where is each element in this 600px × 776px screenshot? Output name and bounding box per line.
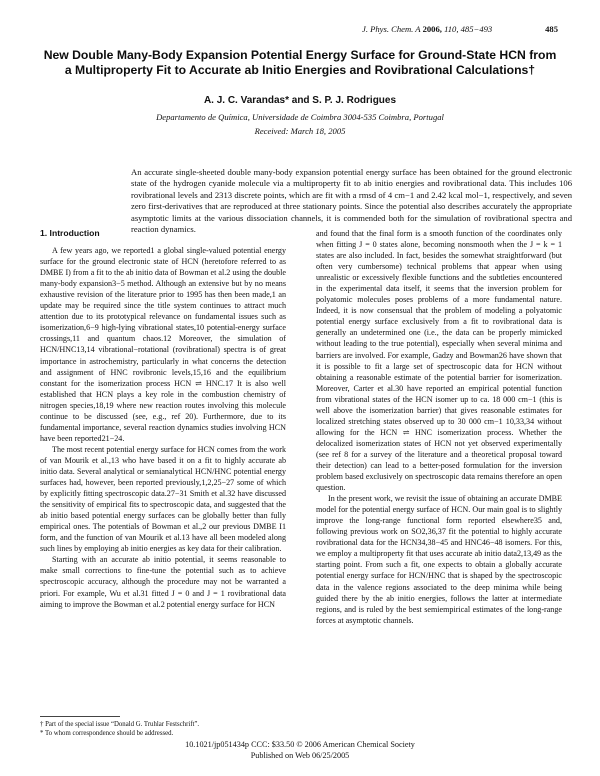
received-date: Received: March 18, 2005 <box>254 126 346 136</box>
paragraph: In the present work, we revisit the issue of obtaining an accurate DMBE model for the potential energy surface of HCN. Our main goal is to slightly improve the long-range functional form reported elsewhere35 and, following previous work on SO2,36,37 fit the potential to highly accurate rovibrational data for the HCN34,38−45 and HNC46−48 isomers. For this, we employ a multiproperty fit that uses accurate ab initio data2,13,49 as the starting point. From such a fit, one expects to obtain a globally accurate potential energy surface for HCN/HNC that is shaped by the spectroscopic data in the valence regions associated to the deep minima while being guided there by the ab initio energies, follows the latter at intermediate regions, and is ruled by the best semiempirical estimates of the long-range forces at asymptotic channels. <box>316 494 562 625</box>
footnote: * To whom correspondence should be addressed. <box>40 730 174 737</box>
affiliation: Departamento de Química, Universidade de Coimbra 3004-535 Coimbra, Portugal <box>156 112 444 122</box>
doi-line: 10.1021/jp051434p CCC: $33.50 © 2006 American Chemical Society <box>185 740 415 749</box>
section-heading: 1. Introduction <box>40 228 100 238</box>
paragraph: A few years ago, we reported1 a global single-valued potential energy surface for the ground electronic state of HCN (heretofore referred to as DMBE I) from a fit to the ab initio data of Bowman et al.2 using the double many-body expansion3−5 method. Although an extensive but by no means exhaustive revision of the literature prior to 1995 has then been made,1 an update may be required since the title system continues to attract much attention due to its prototypical relevance on fundamental issues such as isomerization,6−9 high-lying vibrational states,10 potential-energy surface crossings,11 and quantum chaos.12 Moreover, the simulation of HCN/HNC13,14 vibrational−rotational (rovibrational) spectra is of great importance in astrochemistry, particularly in what concerns the detection and assignment of HNC rovibronic levels,15,16 and the equilibrium constant for the isomerization process HCN ⇌ HNC.17 It is also well established that HCN plays a key role in the combustion chemistry of nitrogen species,18,19 where new reaction routes involving this molecule continue to be discussed (see, e.g., ref 20). Furthermore, due to its fundamental importance, several reaction dynamics studies involving HCN have been reported21−24. <box>40 246 286 443</box>
journal-year: 2006, <box>422 24 442 34</box>
page-footer <box>40 740 560 761</box>
paragraph: The most recent potential energy surface for HCN comes from the work of van Mourik et al.,13 who have based it on a fit to highly accurate ab initio data. Several analytical or semianalytical HCN/HNC potential energy surfaces had, however, been reported previously,1,2,25−27 some of which by explicitly fitting spectroscopic data.27−31 Smith et al.32 have discussed the sensitivity of empirical fits to spectroscopic data, and suggested that the ab initio based potential energy surfaces can be globally better than fully empirical ones. The potentials of Bowman et al.,2 our previous DMBE I1 form, and the function of van Mourik et al.13 have all been modeled along such lines by employing ab initio energies as key data for their calibration. <box>40 444 286 554</box>
journal-volume: 110, <box>444 24 459 34</box>
footnote-rule <box>40 716 120 717</box>
paragraph: Starting with an accurate ab initio potential, it seems reasonable to make small corrections to fine-tune the potential such as to achieve spectroscopic accuracy, although the procedure may not be warranted a priori. For example, Wu et al.31 fitted J = 0 and J = 1 rovibrational data aiming to improve the Bowman et al.2 potential energy surface for HCN <box>40 555 286 609</box>
abstract: An accurate single-sheeted double many-body expansion potential energy surface has been obtained for the ground electronic state of the hydrogen cyanide molecule via a multiproperty fit to ab initio energies and rovibrational data. This includes 106 rovibrational levels and 2313 discrete points, which are fit with a rmsd of 4 cm−1 and 2.42 kcal mol−1, respectively, and seven zero first-derivatives that are reproduced at three stationary points. Since the potential also describes accurately the appropriate asymptotic limits at the various dissociation channels, it is commended both for the simulation of rovibrational spectra and reaction dynamics. <box>131 167 572 235</box>
right-column <box>316 228 562 626</box>
footnote: † Part of the special issue “Donald G. Truhlar Festschrift”. <box>40 721 200 728</box>
left-column <box>40 228 286 610</box>
footnotes <box>40 716 286 738</box>
paper-title: New Double Many-Body Expansion Potential Energy Surface for Ground-State HCN from a Multiproperty Fit to Accurate ab Initio Energies and Rovibrational Calculations† <box>43 48 557 77</box>
journal-pages: 485−493 <box>460 24 493 34</box>
journal-name: J. Phys. Chem. A <box>362 24 421 34</box>
paper-authors: A. J. C. Varandas* and S. P. J. Rodrigues <box>203 95 397 106</box>
journal-header <box>362 24 492 34</box>
paragraph: and found that the final form is a smooth function of the coordinates only when fitting J = 0 states alone, becoming nonsmooth when the J = k = 1 states are also included. In fact, besides the somewhat straightforward (but often very cumbersome) technical problems that appear when using unrealistic or excessively flexible functions and the subtleties encountered in the experimental data itself, it seems that the inversion problem for polyatomic molecules poses problems of a more fundamental nature. Indeed, it is now consensual that the problem of modeling a polyatomic potential energy surface exclusively from a fit to rovibrational data is generally an undetermined one (i.e., the data can be properly mimicked without leading to the true potential), especially when several minima and barriers are involved. For example, Gadzy and Bowman26 have shown that it is possible to fit a large set of spectroscopic data for HCN without obtaining a reasonable estimate of the potential barrier for isomerization. Moreover, Carter et al.30 have reported an empirical potential function from vibrational states of the HCN isomer up to ca. 18 000 cm−1 (this is well above the isomerization barrier) that gives reasonable estimates for localized stretching states observed up to 30 000 cm−1 10,33,34 without allowing for the HCN ⇌ HNC isomerization process. Whether the delocalized isomerization states of HCN not yet observed experimentally (see ref 8 for a survey of the literature and a theoretical proposal toward their detection) can lead to a better-posed formulation for the inversion problem based exclusively on spectroscopic data remains therefore an open question. <box>316 229 562 493</box>
page-number: 485 <box>545 24 558 34</box>
published-line: Published on Web 06/25/2005 <box>250 750 350 760</box>
